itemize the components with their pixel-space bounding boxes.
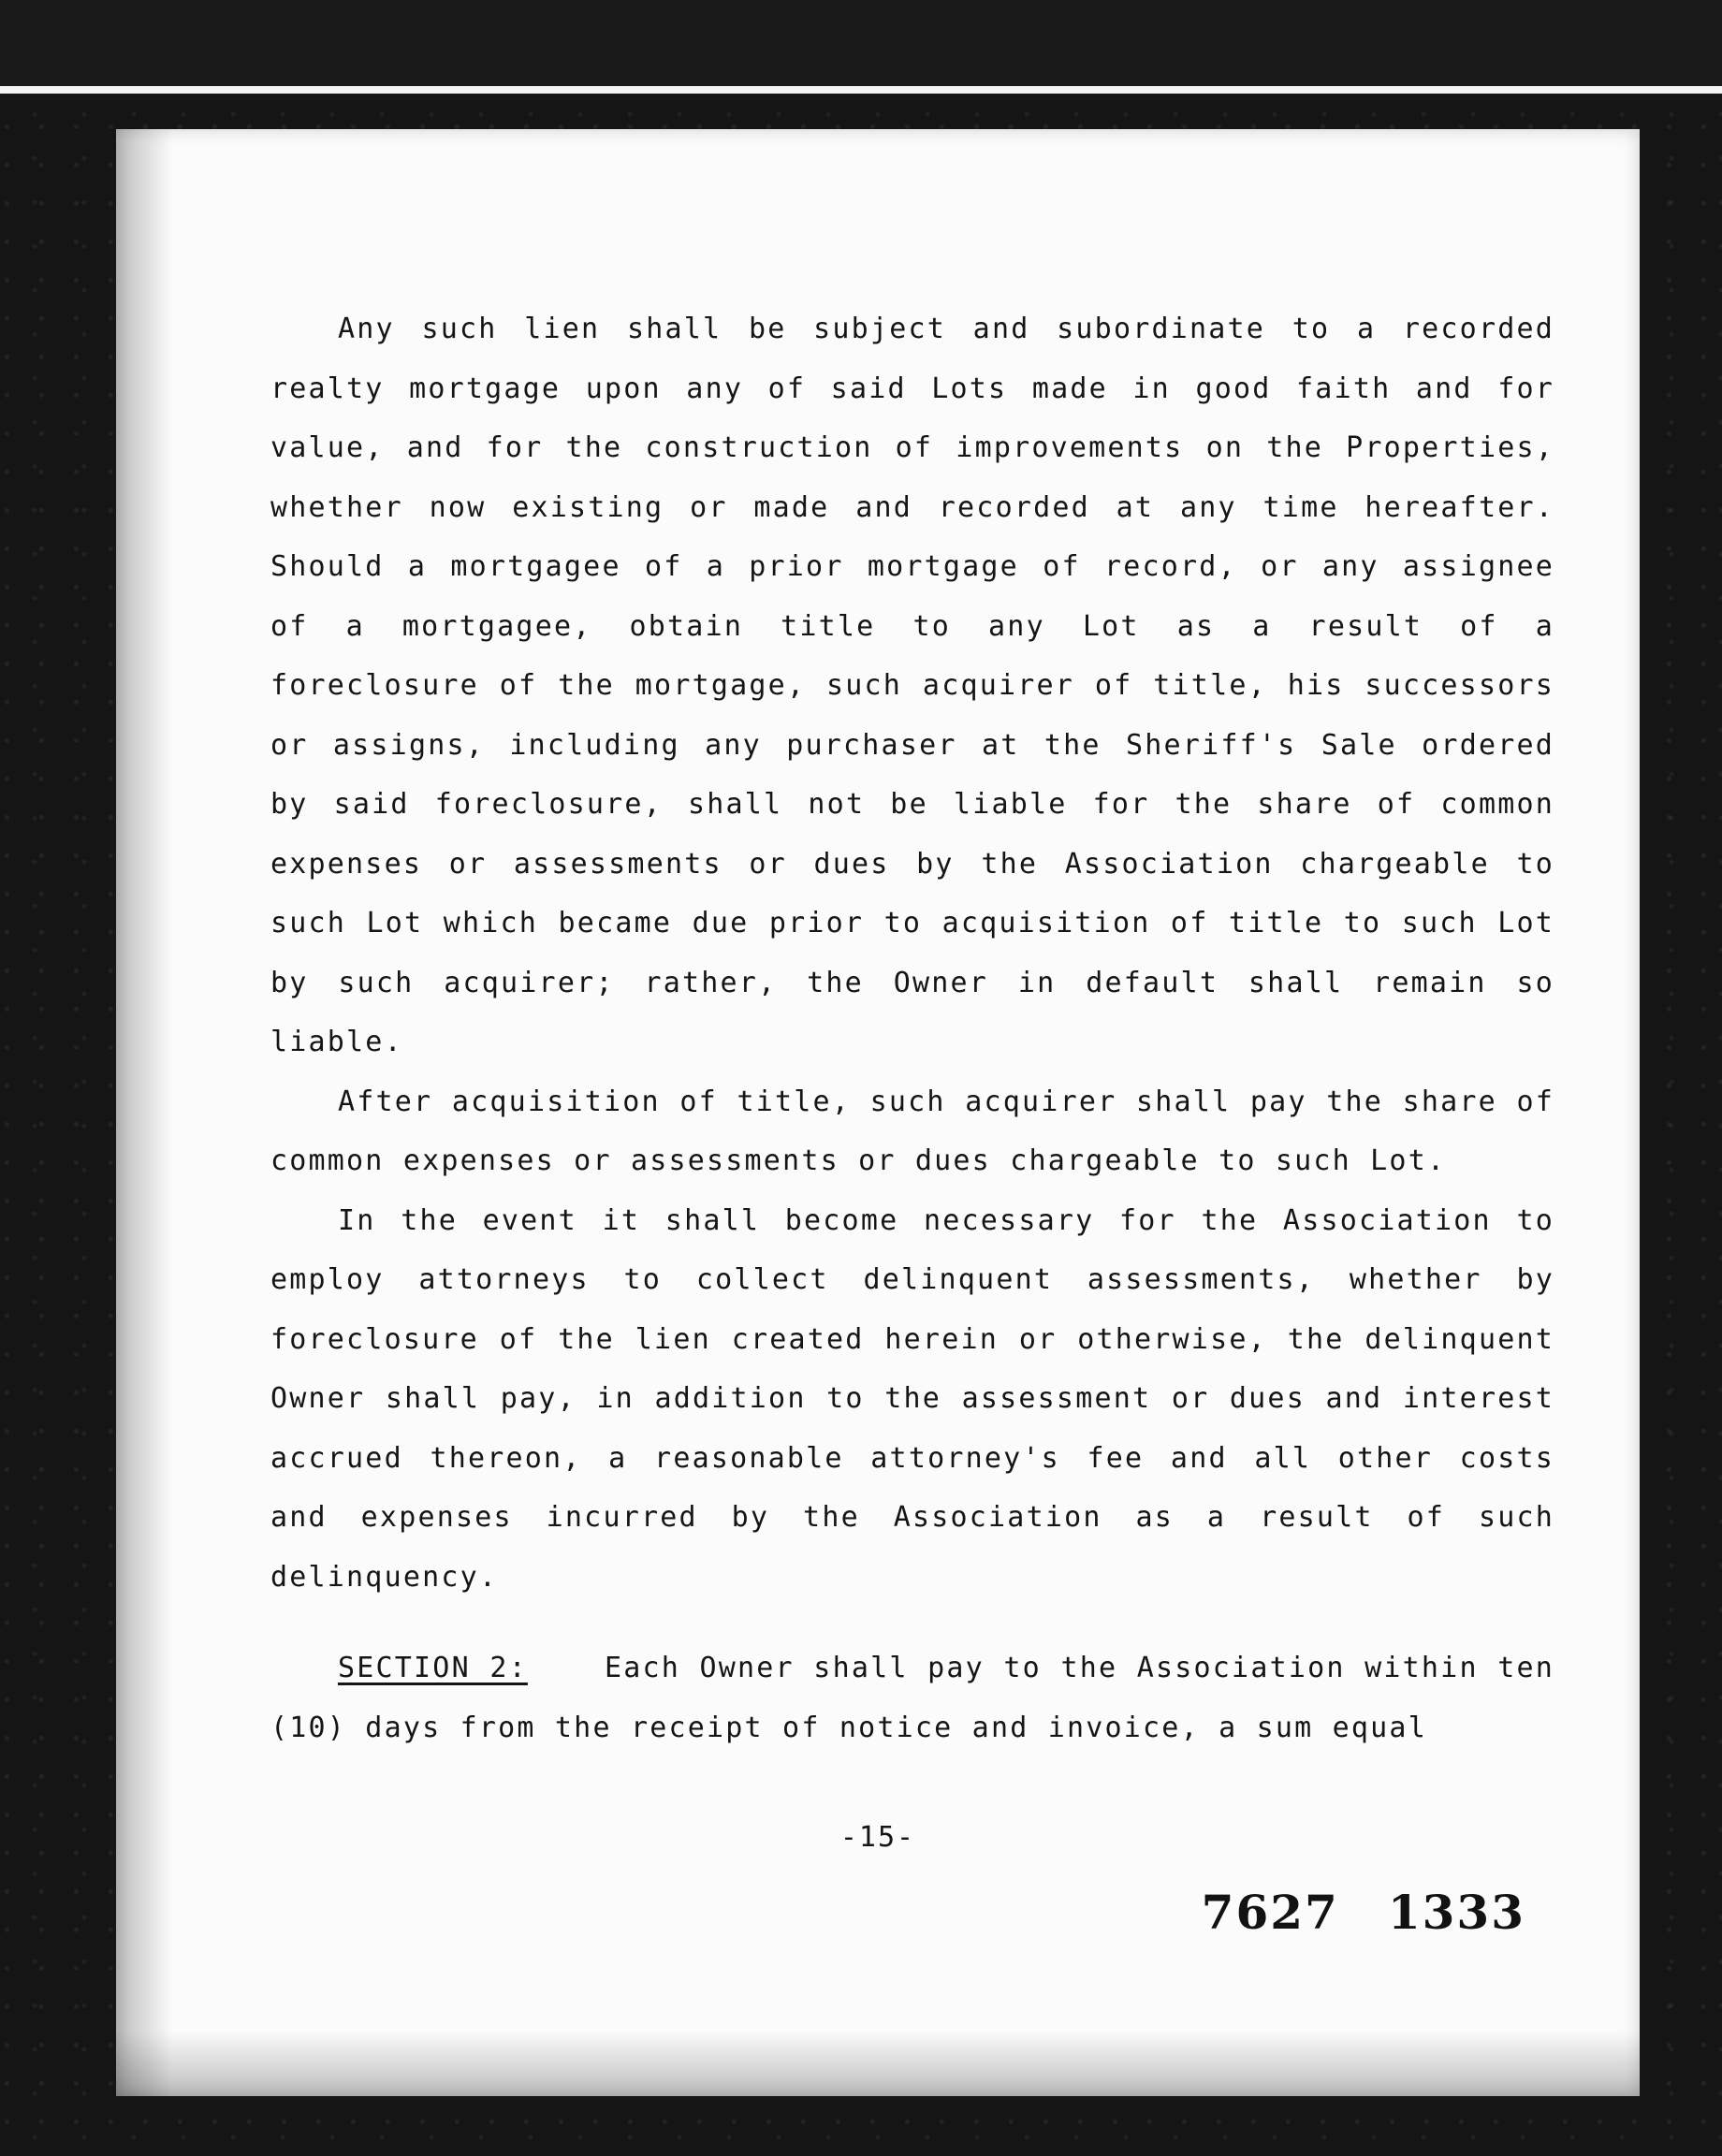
section-2-spacer bbox=[547, 1652, 585, 1684]
recording-book-number: 7627 bbox=[1201, 1885, 1339, 1940]
paragraph-acquisition-of-title: After acquisition of title, such acquirer shall pay the share of common expenses or assessments or dues chargeable to such Lot. bbox=[270, 1085, 1554, 1177]
page-number: -15- bbox=[839, 1821, 916, 1854]
recording-book-page-reference bbox=[1202, 1885, 1525, 1940]
scanner-top-strip bbox=[0, 0, 1722, 90]
document-page bbox=[116, 129, 1640, 2096]
section-2-heading: SECTION 2: bbox=[338, 1652, 528, 1684]
paragraph-lien-subordination: Any such lien shall be subject and subordinate to a recorded realty mortgage upon any of said Lots made in good faith and for value, and for the construction of improvements on the Properties, whether now existing or made and recorded at any time hereafter. Should a mortgagee of a prior mortgage of record, or any assignee of a mortgagee, obtain title to any Lot as a result of a foreclosure of the mortgage, such acquirer of title, his successors or assigns, including any purchaser at the Sheriff's Sale ordered by said foreclosure, shall not be liable for the share of common expenses or assessments or dues by the Association chargeable to such Lot which became due prior to acquisition of title to such Lot by such acquirer; rather, the Owner in default shall remain so liable. bbox=[270, 313, 1554, 1058]
page-bottom-edge-shadow bbox=[116, 2031, 1640, 2096]
recording-page-number: 1333 bbox=[1387, 1885, 1525, 1940]
section-2-paragraph bbox=[270, 1639, 1554, 1757]
document-body bbox=[270, 299, 1554, 1785]
page-left-edge-shadow bbox=[116, 129, 172, 2096]
paragraph-attorney-fees: In the event it shall become necessary for the Association to employ attorneys to collect delinquent assessments, whether by foreclosure of the lien created herein or otherwise, the delinquent Owner shall pay, in addition to the assessment or dues and interest accrued thereon, a reasonable attorney's fee and all other costs and expenses incurred by the Association as a result of such delinquency. bbox=[270, 1203, 1554, 1594]
section-2-text: Each Owner shall pay to the Association within ten (10) days from the receipt of notice and invoice, a sum equal bbox=[270, 1652, 1555, 1744]
scanner-top-rule bbox=[0, 86, 1722, 94]
